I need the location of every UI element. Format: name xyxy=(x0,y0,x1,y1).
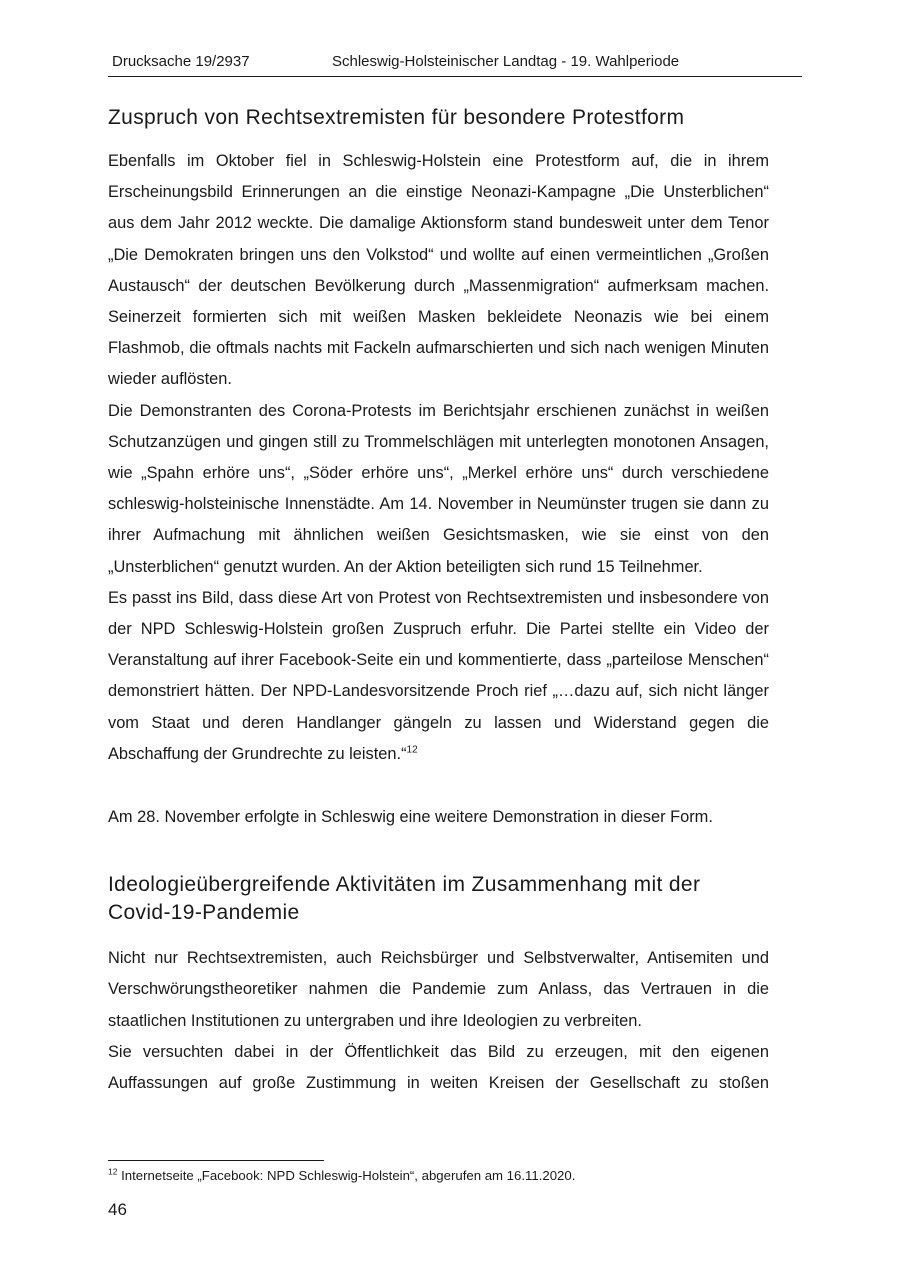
page-number: 46 xyxy=(108,1200,127,1219)
body-paragraph: Ebenfalls im Oktober fiel in Schleswig-Holstein eine Protestform auf, die in ihrem Erscheinungsbild Erinnerungen an die einstige Neonazi-Kampagne „Die Unsterblichen“ aus dem Jahr 2012 weckte. Die damalige Aktionsform stand bundesweit unter dem Tenor „Die Demokraten bringen uns den Volkstod“ und wollte auf einen vermeintlichen „Großen Austausch“ der deutschen Bevölkerung durch „Massenmigration“ aufmerksam machen. Seinerzeit formierten sich mit weißen Masken bekleidete Neonazis wie bei einem Flashmob, die oftmals nachts mit Fackeln aufmarschierten und sich nach wenigen Minuten wieder auflösten. xyxy=(108,152,769,389)
body-paragraph xyxy=(108,583,769,770)
footnote-marker: 12 xyxy=(108,1166,118,1177)
body-paragraph: Die Demonstranten des Corona-Protests im Berichtsjahr erschienen zunächst in weißen Schutzanzügen und gingen still zu Trommelschlägen mit unterlegten monotonen Ansagen, wie „Spahn erhöre uns“, „Söder erhöre uns“, „Merkel erhöre uns“ durch verschiedene schleswig-holsteinische Innenstädte. Am 14. November in Neumünster trugen sie dann zu ihrer Aufmachung mit ähnlichen weißen Gesichtsmasken, wie sie einst von den „Unsterblichen“ genutzt wurden. An der Aktion beteiligten sich rund 15 Teilnehmer. xyxy=(108,401,769,576)
paragraph-text: Es passt ins Bild, dass diese Art von Protest von Rechtsextremisten und insbesondere von der NPD Schleswig-Holstein großen Zuspruch erfuhr. Die Partei stellte ein Video der Veranstaltung auf ihrer Facebook-Seite ein und kommentierte, dass „parteilose Menschen“ demonstriert hätten. Der NPD-Landesvorsitzende Proch rief „…dazu auf, sich nicht länger vom Staat und deren Handlanger gängeln zu lassen und Widerstand gegen die Abschaffung der Grundrechte zu leisten.“ xyxy=(108,588,769,763)
page-body xyxy=(108,104,769,1099)
document-number: Drucksache 19/2937 xyxy=(112,53,250,70)
footnote-separator xyxy=(108,1160,324,1161)
running-title: Schleswig-Holsteinischer Landtag - 19. Wahlperiode xyxy=(332,53,680,70)
body-paragraph: Nicht nur Rechtsextremisten, auch Reichsbürger und Selbstverwalter, Antisemiten und Verschwörungstheoretiker nahmen die Pandemie zum Anlass, das Vertrauen in die staatlichen Institutionen zu untergraben und ihre Ideologien zu verbreiten. xyxy=(108,949,769,1030)
body-paragraph: Sie versuchten dabei in der Öffentlichkeit das Bild zu erzeugen, mit den eigenen Auffassungen auf große Zustimmung in weiten Kreisen der Gesellschaft zu stoßen xyxy=(108,1042,769,1093)
section-heading: Zuspruch von Rechtsextremisten für besondere Protestform xyxy=(108,106,685,129)
body-paragraph: Am 28. November erfolgte in Schleswig eine weitere Demonstration in dieser Form. xyxy=(108,808,713,827)
footnote-text: Internetseite „Facebook: NPD Schleswig-Holstein“, abgerufen am 16.11.2020. xyxy=(117,1168,576,1183)
section-heading: Ideologieübergreifende Aktivitäten im Zusammenhang mit der Covid-19-Pandemie xyxy=(108,873,701,925)
footnote-reference: 12 xyxy=(406,744,418,756)
header-rule xyxy=(108,76,802,77)
footnote xyxy=(108,1167,769,1185)
